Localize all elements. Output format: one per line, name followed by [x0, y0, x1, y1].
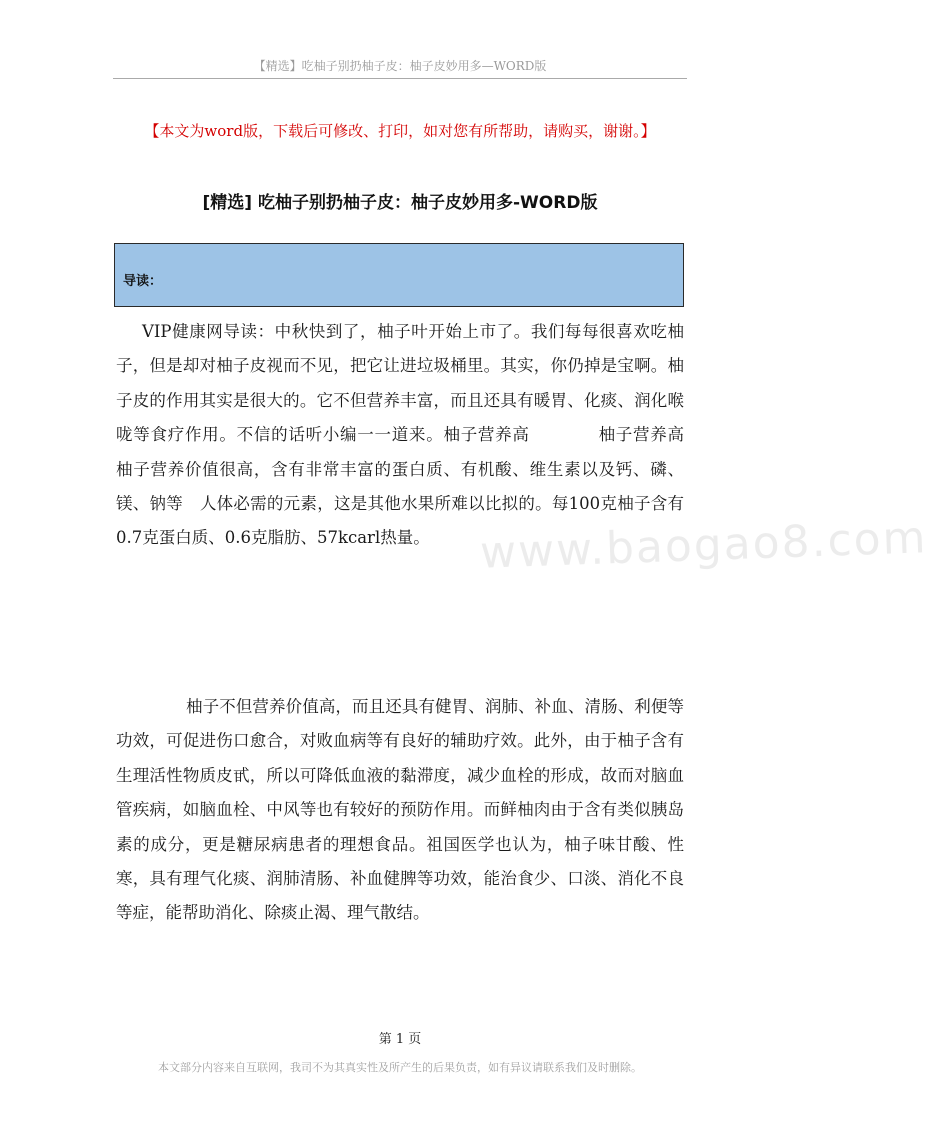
guide-label: 导读： — [123, 274, 163, 289]
body-paragraph-2: 柚子不但营养价值高，而且还具有健胃、润肺、补血、清肠、利便等功效，可促进伤口愈合，对败血病等有良好的辅助疗效。此外，由于柚子含有生理活性物质皮甙，所以可降低血液的黏滞度，减少血栓的形成，故而对脑血管疾病，如脑血栓、中风等也有较好的预防作用。而鲜柚肉由于含有类似胰岛素的成分，更是糖尿病患者的理想食品。祖国医学也认为，柚子味甘酸、性寒，具有理气化痰、润肺清肠、补血健脾等功效，能治食少、口淡、消化不良等症，能帮助消化、除痰止渴、理气散结。 — [116, 697, 684, 923]
document-title: [精选] 吃柚子别扔柚子皮：柚子皮妙用多-WORD版 — [202, 193, 598, 213]
page-footer: 本文部分内容来自互联网，我司不为其真实性及所产生的后果负责，如有异议请联系我们及时删除。 — [158, 1061, 642, 1074]
watermark: www.baogao8.com — [479, 512, 928, 579]
guide-box — [114, 243, 684, 307]
page-header: 【精选】吃柚子别扔柚子皮：柚子皮妙用多—WORD版 — [253, 59, 547, 73]
download-notice: 【本文为word版，下载后可修改、打印，如对您有所帮助，请购买，谢谢。】 — [144, 122, 656, 140]
body-paragraph-1: VIP健康网导读：中秋快到了，柚子叶开始上市了。我们每每很喜欢吃柚子，但是却对柚子皮视而不见，把它让进垃圾桶里。其实，你仍掉是宝啊。柚子皮的作用其实是很大的。它不但营养丰富，而且还具有暖胃、化痰、润化喉咙等食疗作用。不信的话听小编一一道来。柚子营养高 柚子营养高 柚子营养价值很高，含有非常丰富的蛋白质、有机酸、维生素以及钙、磷、镁、钠等 人体必需的元素，这是其他水果所难以比拟的。每100克柚子含有0.7克蛋白质、0.6克脂肪、57kcarl热量。 — [116, 322, 750, 548]
page-number: 第 1 页 — [378, 1032, 422, 1047]
header-divider — [113, 78, 687, 79]
